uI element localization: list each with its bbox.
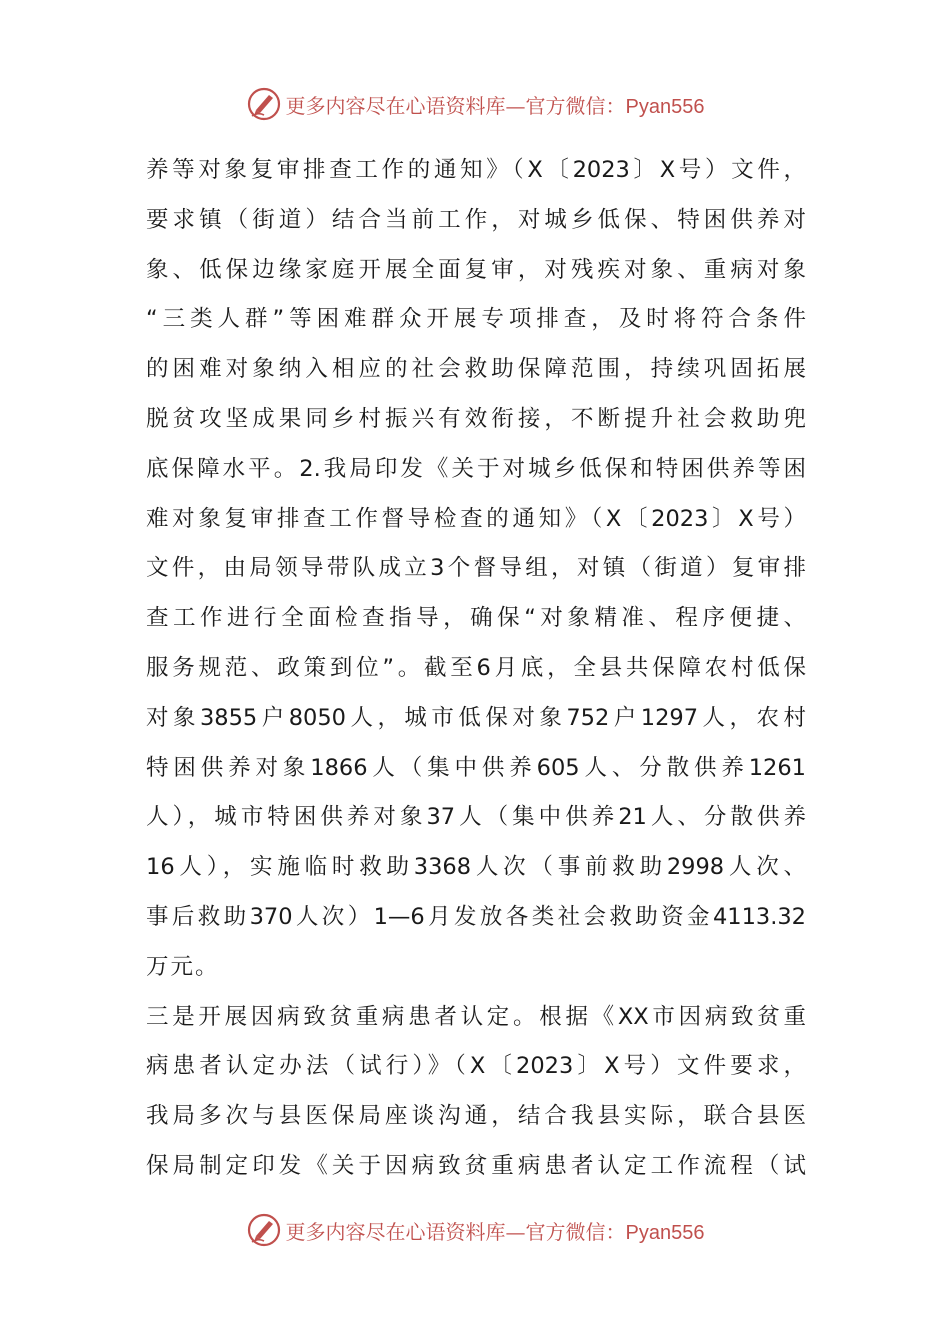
footer-brand: 更多内容尽在心语资料库 [285,1219,506,1244]
header-banner [0,84,950,124]
text-line: 服务规范、政策到位”。截至6月底，全县共保障农村低保 [146,654,806,681]
text-line: 人），城市特困供养对象37人（集中供养21人、分散供养 [146,804,806,831]
text-line: 养等对象复审排查工作的通知》（X〔2023〕X号）文件， [146,157,806,183]
footer-dash: — [505,1219,526,1244]
text-line: 我局多次与县医保局座谈沟通，结合我县实际，联合县医 [146,1103,806,1130]
text-line: 万元。 [146,953,220,980]
text-line: 对象3855户8050人，城市低保对象752户1297人，农村 [146,704,806,731]
text-line: 的困难对象纳入相应的社会救助保障范围，持续巩固拓展 [146,356,806,383]
text-line: 查工作进行全面检查指导，确保“对象精准、程序便捷、 [146,605,806,632]
header-brand: 更多内容尽在心语资料库 [285,93,506,118]
header-dash: — [505,93,526,118]
footer-official-label: 官方微信： [525,1219,626,1244]
header-wechat-id: Pyan556 [625,95,705,118]
text-line: 三是开展因病致贫重病患者认定。根据《XX市因病致贫重 [146,1003,806,1030]
text-line: 特困供养对象1866人（集中供养605人、分散供养1261 [146,754,806,781]
text-line: 底保障水平。2.我局印发《关于对城乡低保和特困供养等困 [146,455,806,482]
text-line: 象、低保边缘家庭开展全面复审，对残疾对象、重病对象 [146,256,806,283]
text-line: 病患者认定办法（试行）》（X〔2023〕X号）文件要求， [146,1053,806,1080]
brand-logo-icon [246,1212,282,1248]
footer-text [286,1216,705,1245]
text-line: “三类人群”等困难群众开展专项排查，及时将符合条件 [146,306,806,333]
text-line: 文件，由局领导带队成立3个督导组，对镇（街道）复审排 [146,555,806,582]
document-body [146,146,806,1192]
header-text [286,90,705,119]
header-official-label: 官方微信： [525,93,626,118]
text-line: 保局制定印发《关于因病致贫重病患者认定工作流程（试 [146,1152,806,1179]
brand-logo-icon [246,86,282,122]
text-line: 脱贫攻坚成果同乡村振兴有效衔接，不断提升社会救助兜 [146,405,806,432]
footer-banner [0,1210,950,1250]
text-line: 要求镇（街道）结合当前工作，对城乡低保、特困供养对 [146,206,806,233]
footer-wechat-id: Pyan556 [625,1221,705,1244]
text-line: 16人），实施临时救助3368人次（事前救助2998人次、 [146,854,806,881]
text-line: 事后救助370人次）1—6月发放各类社会救助资金4113.32 [146,903,806,930]
text-line: 难对象复审排查工作督导检查的通知》（X〔2023〕X号） [146,505,806,532]
